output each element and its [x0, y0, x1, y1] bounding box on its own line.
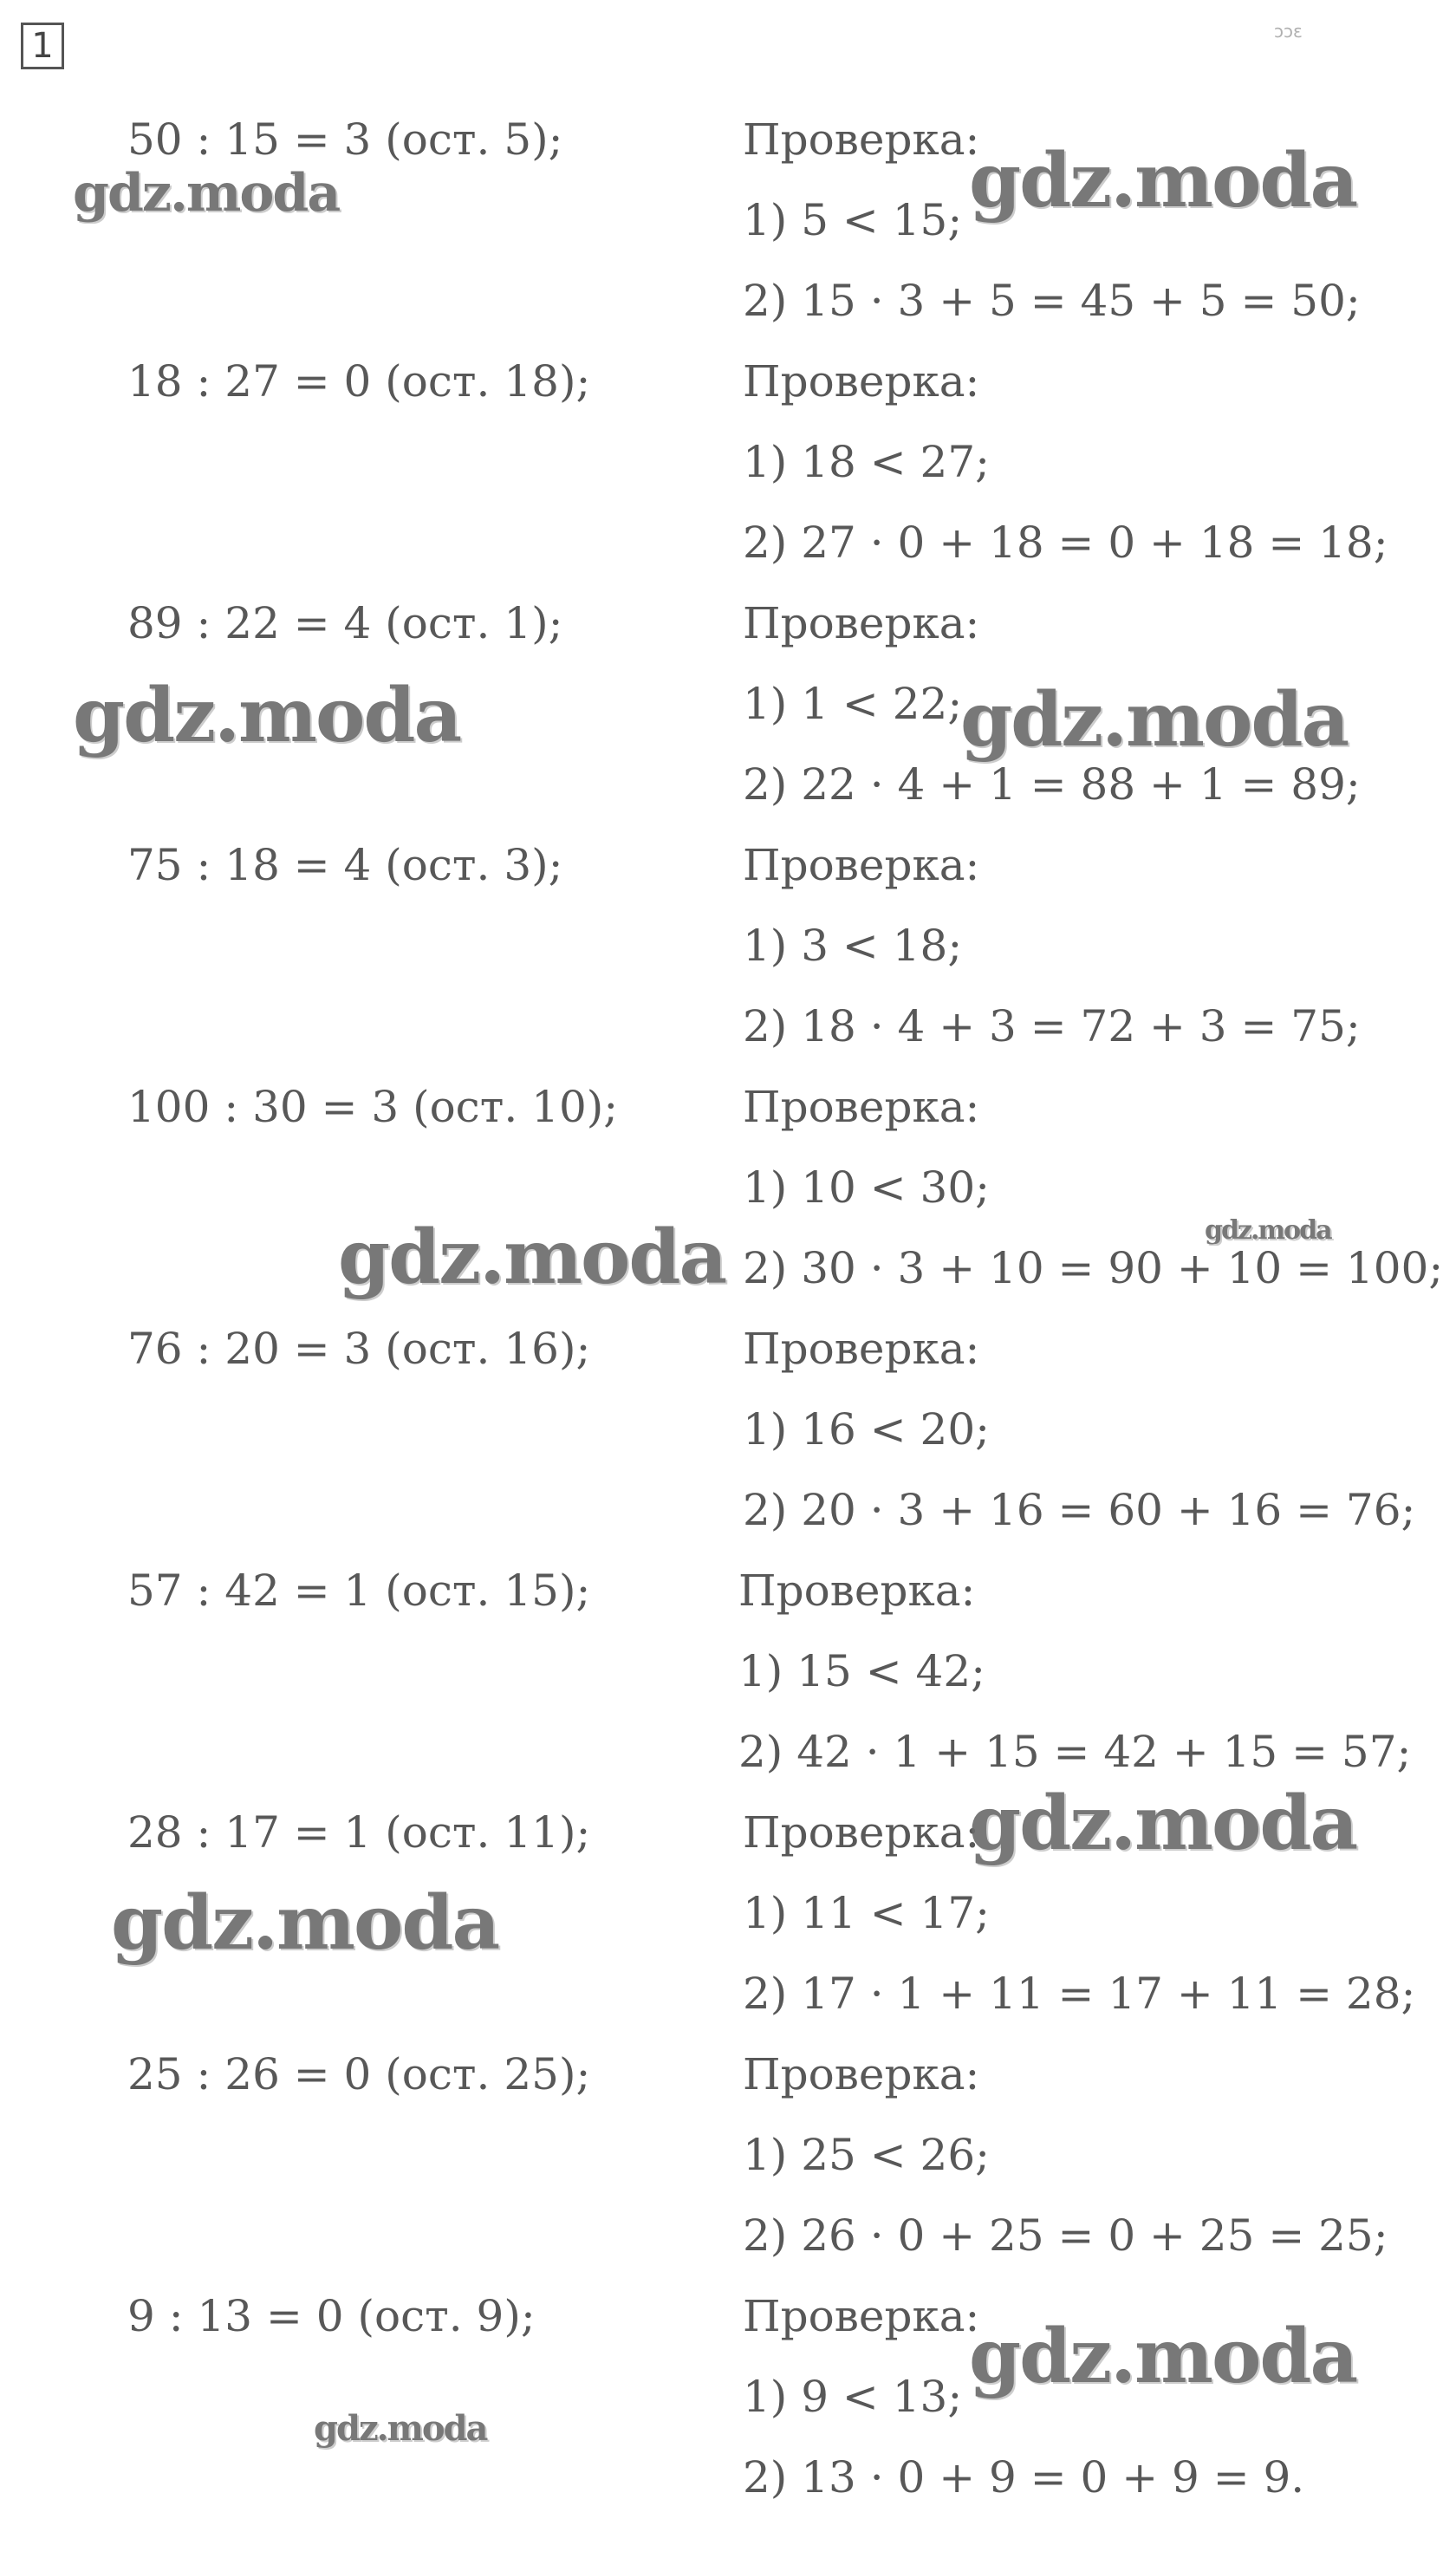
check-step-2: 2) 42 · 1 + 15 = 42 + 15 = 57; [738, 1727, 1412, 1777]
check-step-2: 2) 15 · 3 + 5 = 45 + 5 = 50; [743, 276, 1361, 326]
watermark-logo: gdz.moda [73, 672, 461, 759]
check-heading: Проверка: [743, 114, 980, 165]
watermark-logo: gdz.moda [1205, 1215, 1331, 1246]
check-heading: Проверка: [738, 1565, 976, 1616]
division-expression: 18 : 27 = 0 (ост. 18); [127, 356, 591, 407]
watermark-logo: gdz.moda [73, 163, 340, 224]
check-heading: Проверка: [743, 840, 980, 890]
check-step-1: 1) 5 < 15; [743, 195, 963, 245]
solution-item [0, 1562, 1456, 1777]
check-step-2: 2) 18 · 4 + 3 = 72 + 3 = 75; [743, 1001, 1361, 1051]
division-expression: 25 : 26 = 0 (ост. 25); [127, 2049, 591, 2099]
check-step-1: 1) 9 < 13; [743, 2372, 963, 2422]
check-heading: Проверка: [743, 2291, 980, 2341]
division-expression: 9 : 13 = 0 (ост. 9); [127, 2291, 536, 2341]
check-heading: Проверка: [743, 598, 980, 648]
watermark-logo: gdz.moda [314, 2408, 487, 2449]
check-heading: Проверка: [743, 2049, 980, 2099]
watermark-logo: gdz.moda [111, 1879, 499, 1967]
division-expression: 50 : 15 = 3 (ост. 5); [127, 114, 563, 165]
check-step-1: 1) 25 < 26; [743, 2130, 990, 2180]
check-step-2: 2) 20 · 3 + 16 = 60 + 16 = 76; [743, 1485, 1416, 1535]
check-step-2: 2) 13 · 0 + 9 = 0 + 9 = 9. [743, 2452, 1305, 2503]
watermark-logo: gdz.moda [969, 2313, 1357, 2400]
check-step-1: 1) 1 < 22; [743, 679, 963, 729]
task-number-box [21, 23, 64, 69]
check-step-1: 1) 18 < 27; [743, 437, 990, 487]
check-step-1: 1) 10 < 30; [743, 1162, 990, 1213]
solution-item [0, 353, 1456, 568]
check-step-1: 1) 15 < 42; [738, 1646, 985, 1696]
check-step-2: 2) 22 · 4 + 1 = 88 + 1 = 89; [743, 759, 1361, 810]
check-heading: Проверка: [743, 1807, 980, 1858]
watermark-logo: gdz.moda [969, 1780, 1357, 1867]
check-heading: Проверка: [743, 356, 980, 407]
watermark-logo: gdz.moda [338, 1214, 726, 1301]
watermark-logo: gdz.moda [969, 137, 1357, 225]
division-expression: 100 : 30 = 3 (ост. 10); [127, 1082, 619, 1132]
check-step-1: 1) 11 < 17; [743, 1888, 990, 1938]
division-expression: 75 : 18 = 4 (ост. 3); [127, 840, 563, 890]
division-expression: 57 : 42 = 1 (ост. 15); [127, 1565, 591, 1616]
solution-item [0, 1320, 1456, 1535]
check-step-2: 2) 26 · 0 + 25 = 0 + 25 = 25; [743, 2210, 1388, 2261]
check-step-2: 2) 17 · 1 + 11 = 17 + 11 = 28; [743, 1969, 1416, 2019]
check-step-2: 2) 30 · 3 + 10 = 90 + 10 = 100; [743, 1243, 1444, 1293]
check-heading: Проверка: [743, 1082, 980, 1132]
task-number: 1 [31, 26, 54, 66]
division-expression: 76 : 20 = 3 (ост. 16); [127, 1324, 591, 1374]
check-step-1: 1) 16 < 20; [743, 1404, 990, 1455]
division-expression: 28 : 17 = 1 (ост. 11); [127, 1807, 591, 1858]
solution-item [0, 836, 1456, 1051]
division-expression: 89 : 22 = 4 (ост. 1); [127, 598, 563, 648]
solution-item [0, 2046, 1456, 2261]
check-heading: Проверка: [743, 1324, 980, 1374]
corner-mark: ɔɔɛ [1274, 21, 1303, 42]
check-step-1: 1) 3 < 18; [743, 921, 963, 971]
check-step-2: 2) 27 · 0 + 18 = 0 + 18 = 18; [743, 517, 1388, 568]
watermark-logo: gdz.moda [960, 676, 1349, 764]
